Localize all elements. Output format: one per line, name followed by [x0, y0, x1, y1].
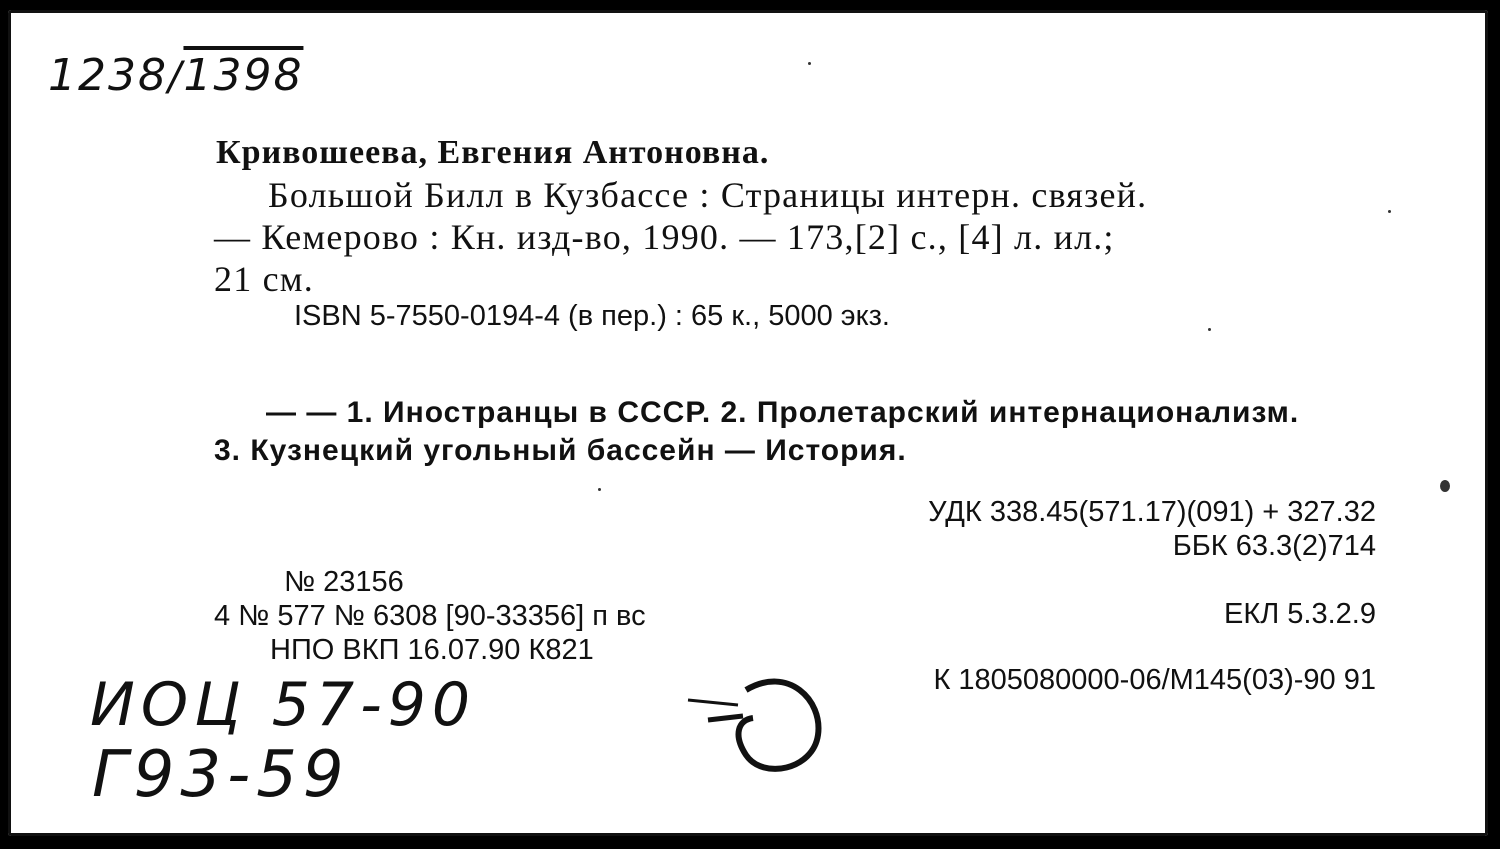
isbn: ISBN 5-7550-0194-4 (в пер.) : 65 к., 5000 экз.	[294, 300, 890, 332]
speck	[808, 62, 811, 65]
subjects-line-2: 3. Кузнецкий угольный бассейн — История.	[214, 434, 907, 467]
bbk: ББК 63.3(2)714	[1172, 530, 1376, 562]
k-code: К 1805080000-06/М145(03)-90 91	[933, 664, 1376, 696]
speck	[1440, 480, 1450, 492]
handwritten-circle-mark	[668, 660, 838, 780]
speck	[598, 488, 601, 491]
shelfmark-number-2: 1398	[183, 50, 304, 101]
subjects-line-1: — — 1. Иностранцы в СССР. 2. Пролетарский интернационализм.	[266, 396, 1300, 429]
catalog-card	[8, 10, 1488, 836]
title-line-3: 21 см.	[214, 259, 314, 299]
ekl: ЕКЛ 5.3.2.9	[1223, 598, 1376, 630]
title-line-1: Большой Билл в Кузбассе : Страницы интерн. связей.	[268, 175, 1148, 215]
udk: УДК 338.45(571.17)(091) + 327.32	[928, 496, 1376, 528]
speck	[1388, 210, 1391, 213]
shelfmark-number: 1238	[48, 50, 168, 101]
speck	[1208, 328, 1211, 331]
inventory-number: № 23156	[284, 566, 404, 598]
npo-line: НПО ВКП 16.07.90 К821	[270, 634, 594, 666]
handwritten-note-2: Г93-59	[92, 738, 350, 812]
title-line-2: — Кемерово : Кн. изд-во, 1990. — 173,[2] с., [4] л. ил.;	[214, 217, 1115, 257]
code-line: 4 № 577 № 6308 [90-33356] п вс	[214, 600, 646, 632]
handwritten-note-1: ИОЦ 57-90	[90, 670, 477, 740]
author: Кривошеева, Евгения Антоновна.	[216, 134, 770, 171]
handwritten-shelfmark: 1238/1398	[48, 50, 304, 101]
